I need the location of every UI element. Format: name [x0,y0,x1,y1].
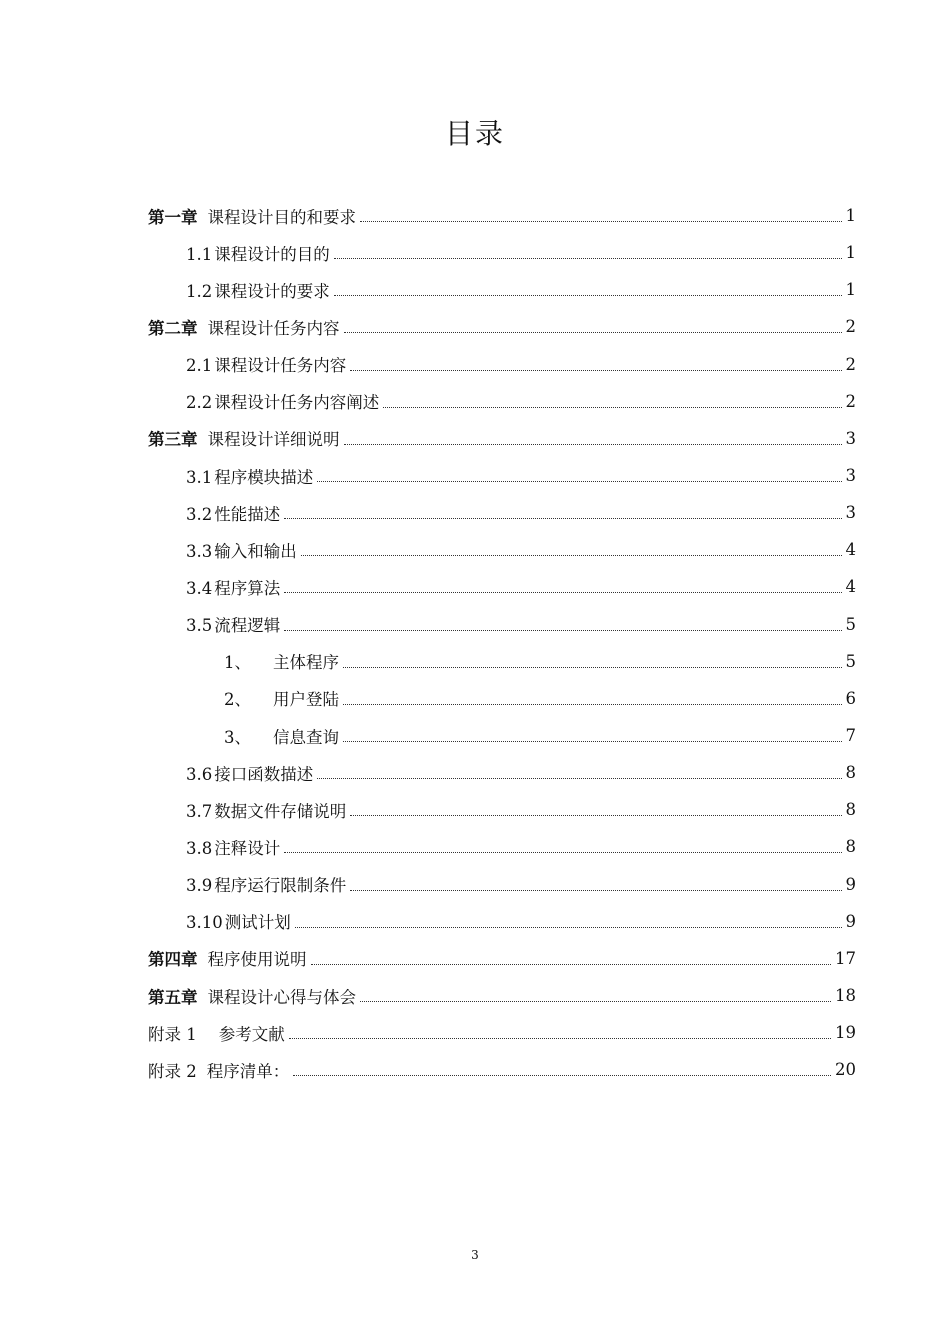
toc-entry-page: 20 [835,1060,856,1080]
toc-entry-label [186,278,330,302]
toc-leader-dots [343,704,842,705]
toc-entry[interactable] [0,531,950,568]
toc-entry-page: 1 [845,243,856,263]
toc-entry[interactable] [0,271,950,308]
toc-entry-text: 课程设计的目的 [214,244,330,264]
toc-entry-text: 用户登陆 [273,690,339,710]
toc-entry-label [186,352,346,376]
toc-entry-page: 4 [845,577,856,597]
toc-entry[interactable] [0,791,950,828]
toc-entry[interactable] [0,828,950,865]
toc-entry[interactable] [0,308,950,345]
toc-entry-text: 数据文件存储说明 [214,801,347,821]
toc-entry-text: 课程设计目的和要求 [207,207,356,227]
toc-leader-dots [289,1038,831,1039]
toc-entry-number: 1、 [224,653,251,673]
toc-leader-dots [293,1075,831,1076]
toc-entry[interactable] [0,197,950,234]
toc-entry-label [186,909,291,933]
toc-entry-text: 性能描述 [214,504,281,524]
toc-leader-dots [317,778,841,779]
toc-leader-dots [350,370,841,371]
toc-entry-page: 8 [845,763,856,783]
toc-leader-dots [284,518,841,519]
toc-entry-number: 2.1 [186,356,213,376]
toc-entry[interactable] [0,643,950,680]
toc-entry-page: 17 [835,948,856,968]
toc-entry[interactable] [0,903,950,940]
toc-entry[interactable] [0,346,950,383]
toc-entry-number: 3.1 [186,467,213,487]
toc-entry-label [224,686,339,710]
toc-entry-label [186,872,346,896]
toc-entry-label [186,761,313,785]
toc-entry-text: 课程设计的要求 [214,281,330,301]
toc-entry-number: 3.7 [186,801,213,821]
toc-entry-text: 课程设计心得与体会 [207,987,356,1007]
toc-entry[interactable] [0,680,950,717]
toc-entry-number: 3.10 [186,913,223,933]
toc-entry-number: 1.2 [186,281,213,301]
toc-leader-dots [334,295,842,296]
toc-leader-dots [295,927,842,928]
toc-entry-page: 1 [845,206,856,226]
toc-entry-number: 2、 [224,690,251,710]
toc-leader-dots [350,890,841,891]
toc-entry[interactable] [0,1051,950,1088]
toc-entry-number: 3.9 [186,876,213,896]
toc-entry-page: 6 [845,688,856,708]
toc-entry-text: 课程设计任务内容 [214,356,347,376]
toc-entry-label [186,798,346,822]
toc-entry-page: 3 [845,503,856,523]
toc-entry-label [186,501,280,525]
toc-leader-dots [284,630,841,631]
page-number: 3 [471,1248,479,1262]
toc-entry[interactable] [0,568,950,605]
toc-entry-label [186,612,280,636]
toc-entry-text: 流程逻辑 [214,616,281,636]
toc-entry-label [186,538,297,562]
toc-entry-number: 附录 1 [148,1024,197,1044]
toc-entry[interactable] [0,234,950,271]
toc-entry-page: 5 [845,651,856,671]
toc-entry-number: 第五章 [148,987,198,1007]
toc-entry-label [224,649,339,673]
toc-entry-text: 课程设计任务内容阐述 [214,393,380,413]
toc-leader-dots [344,332,842,333]
toc-entry[interactable] [0,1014,950,1051]
toc-entry-label [186,835,280,859]
toc-leader-dots [360,221,842,222]
toc-entry-text: 程序运行限制条件 [214,876,347,896]
toc-entry[interactable] [0,494,950,531]
toc-entry-text: 测试计划 [224,913,291,933]
toc-entry-text: 程序算法 [214,578,281,598]
toc-entry-text: 课程设计详细说明 [207,430,340,450]
toc-leader-dots [343,741,842,742]
toc-entry-number: 3.3 [186,541,213,561]
toc-entry-text: 信息查询 [273,727,339,747]
toc-entry-page: 19 [835,1023,856,1043]
toc-entry-page: 3 [845,466,856,486]
toc-entry-page: 5 [845,614,856,634]
toc-entry-number: 3.4 [186,578,213,598]
toc-entry[interactable] [0,977,950,1014]
toc-entry-text: 程序模块描述 [214,467,314,487]
toc-leader-dots [311,964,832,965]
toc-entry[interactable] [0,420,950,457]
toc-entry-label [148,1058,289,1082]
toc-entry[interactable] [0,457,950,494]
toc-entry-number: 3.6 [186,764,213,784]
toc-leader-dots [360,1001,831,1002]
toc-entry-page: 2 [845,354,856,374]
toc-entry-text: 注释设计 [214,838,281,858]
toc-entry-text: 接口函数描述 [214,764,314,784]
toc-entry-page: 2 [845,391,856,411]
toc-entry-page: 1 [845,280,856,300]
toc-leader-dots [383,407,841,408]
toc-entry-number: 附录 2 [148,1061,197,1081]
toc-entry-number: 第三章 [148,430,198,450]
toc-entry[interactable] [0,717,950,754]
table-of-contents [0,197,950,1088]
toc-entry-number: 3、 [224,727,251,747]
toc-entry-text: 参考文献 [218,1024,285,1044]
toc-entry[interactable] [0,606,950,643]
toc-entry[interactable] [0,754,950,791]
toc-entry-number: 第二章 [148,318,198,338]
toc-entry-label [186,241,330,265]
toc-entry-label [148,946,307,970]
toc-leader-dots [284,592,841,593]
toc-entry-number: 1.1 [186,244,213,264]
toc-leader-dots [334,258,842,259]
toc-entry-page: 3 [845,428,856,448]
toc-entry-text: 程序清单： [206,1061,290,1081]
toc-entry[interactable] [0,940,950,977]
toc-entry-page: 2 [845,317,856,337]
toc-entry-page: 8 [845,800,856,820]
toc-entry-label [224,724,339,748]
toc-leader-dots [344,444,842,445]
toc-entry-number: 3.2 [186,504,213,524]
toc-entry-page: 9 [845,911,856,931]
toc-leader-dots [350,815,841,816]
toc-leader-dots [343,667,842,668]
toc-leader-dots [284,852,841,853]
toc-entry-page: 9 [845,874,856,894]
toc-entry-page: 7 [845,726,856,746]
toc-entry-label [186,464,313,488]
page-title: 目录 [444,117,505,150]
toc-entry-label [186,389,379,413]
toc-entry[interactable] [0,866,950,903]
toc-leader-dots [301,555,842,556]
toc-entry-label [148,426,340,450]
toc-entry-page: 8 [845,837,856,857]
toc-entry-page: 18 [835,986,856,1006]
toc-entry-label [148,984,356,1008]
toc-entry-label [148,204,356,228]
toc-entry-number: 第四章 [148,950,198,970]
toc-leader-dots [317,481,841,482]
toc-entry-text: 课程设计任务内容 [207,318,340,338]
toc-entry-label [148,315,340,339]
toc-entry-label [186,575,280,599]
toc-entry[interactable] [0,383,950,420]
toc-entry-label [148,1021,285,1045]
toc-entry-number: 3.8 [186,838,213,858]
toc-entry-text: 输入和输出 [214,541,297,561]
toc-entry-text: 主体程序 [273,653,339,673]
toc-entry-number: 3.5 [186,616,213,636]
toc-entry-text: 程序使用说明 [207,950,307,970]
toc-entry-number: 2.2 [186,393,213,413]
toc-entry-number: 第一章 [148,207,198,227]
toc-entry-page: 4 [845,540,856,560]
